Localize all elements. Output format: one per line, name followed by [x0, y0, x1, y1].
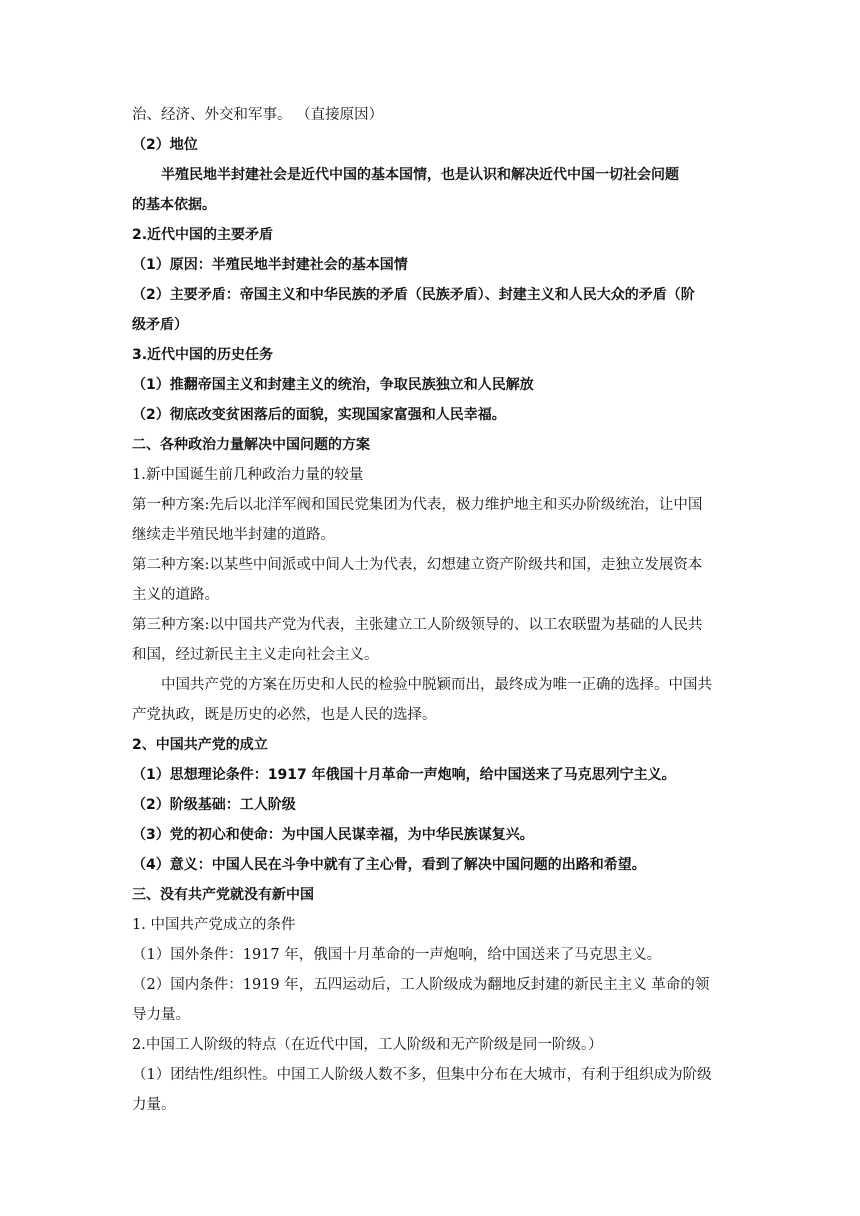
paragraph-line: 半殖民地半封建社会是近代中国的基本国情，也是认识和解决近代中国一切社会问题 [161, 167, 679, 183]
subheading: 2.中国工人阶级的特点（在近代中国，工人阶级和无产阶级是同一阶级。） [132, 1037, 603, 1053]
paragraph-line: 主义的道路。 [132, 587, 219, 603]
subheading: 1.新中国诞生前几种政治力量的较量 [132, 467, 364, 483]
list-item: （1）原因：半殖民地半封建社会的基本国情 [132, 257, 408, 273]
section-heading: 二、各种政治力量解决中国问题的方案 [132, 437, 370, 453]
list-item: 力量。 [132, 1097, 176, 1113]
paragraph-line: 第三种方案:以中国共产党为代表，主张建立工人阶级领导的、以工农联盟为基础的人民共 [132, 617, 703, 633]
list-item: 导力量。 [132, 1007, 190, 1023]
paragraph-line: 的基本依据。 [132, 197, 216, 213]
list-item: （2）阶级基础：工人阶级 [132, 797, 296, 813]
subheading: 3.近代中国的历史任务 [132, 347, 274, 363]
paragraph-line: 第二种方案:以某些中间派或中间人士为代表，幻想建立资产阶级共和国，走独立发展资本 [132, 557, 703, 573]
section-heading: 2、中国共产党的成立 [132, 737, 268, 753]
text-line: 治、经济、外交和军事。 （直接原因） [132, 107, 384, 123]
list-item: （1）思想理论条件：1917 年俄国十月革命一声炮响，给中国送来了马克思列宁主义。 [132, 767, 676, 783]
paragraph-line: 中国共产党的方案在历史和人民的检验中脱颖而出，最终成为唯一正确的选择。中国共 [161, 677, 712, 693]
list-item: （3）党的初心和使命：为中国人民谋幸福，为中华民族谋复兴。 [132, 827, 534, 843]
paragraph-line: 和国，经过新民主主义走向社会主义。 [132, 647, 379, 663]
document-page [132, 100, 738, 1120]
subheading: 2.近代中国的主要矛盾 [132, 227, 274, 243]
list-item: （1）团结性/组织性。中国工人阶级人数不多，但集中分布在大城市，有利于组织成为阶级 [132, 1067, 712, 1083]
list-item: 级矛盾） [132, 317, 188, 333]
list-item: （2）彻底改变贫困落后的面貌，实现国家富强和人民幸福。 [132, 407, 506, 423]
section-heading: 三、没有共产党就没有新中国 [132, 887, 314, 903]
list-item: （4）意义：中国人民在斗争中就有了主心骨，看到了解决中国问题的出路和希望。 [132, 857, 646, 873]
list-item: （2）国内条件：1919 年，五四运动后，工人阶级成为翻地反封建的新民主主义 革命的领 [132, 977, 710, 993]
paragraph-line: 第一种方案:先后以北洋军阀和国民党集团为代表，极力维护地主和买办阶级统治，让中国 [132, 497, 703, 513]
subheading: （2）地位 [132, 137, 198, 153]
list-item: （1）推翻帝国主义和封建主义的统治，争取民族独立和人民解放 [132, 377, 534, 393]
list-item: （2）主要矛盾：帝国主义和中华民族的矛盾（民族矛盾）、封建主义和人民大众的矛盾（阶 [132, 287, 695, 303]
paragraph-line: 产党执政，既是历史的必然，也是人民的选择。 [132, 707, 437, 723]
paragraph-line: 继续走半殖民地半封建的道路。 [132, 527, 335, 543]
list-item: （1）国外条件：1917 年，俄国十月革命的一声炮响，给中国送来了马克思主义。 [132, 947, 662, 963]
subheading: 1. 中国共产党成立的条件 [132, 917, 296, 933]
